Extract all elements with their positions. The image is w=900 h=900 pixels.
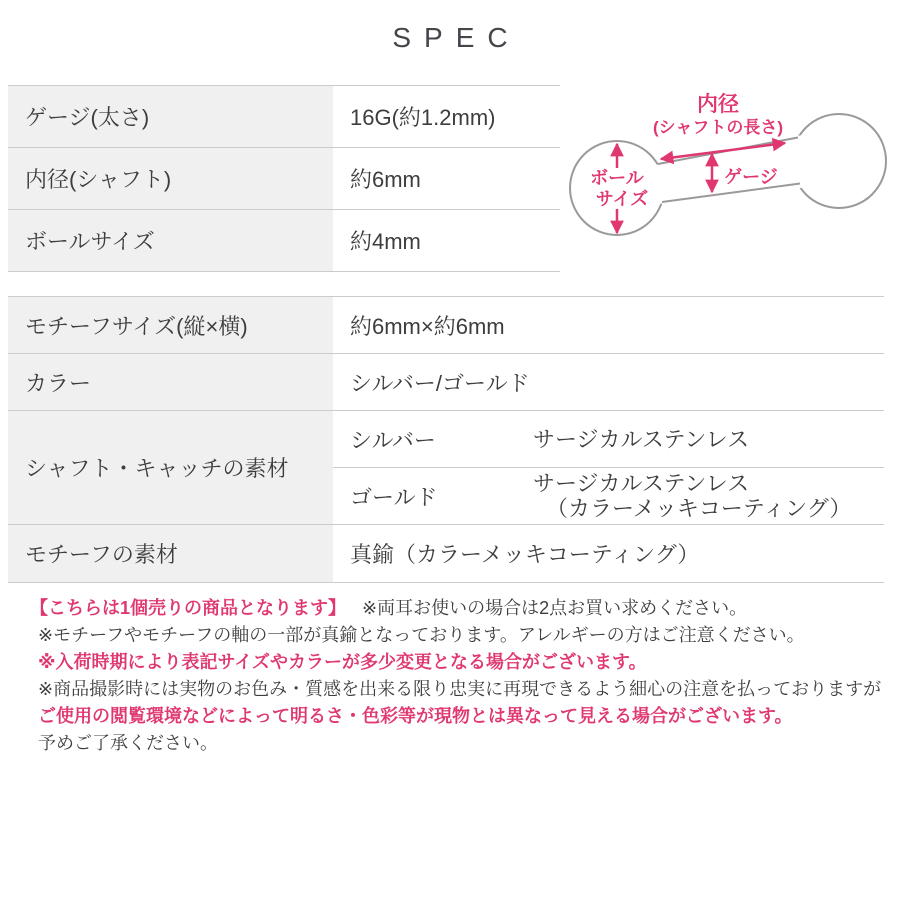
row-label: モチーフの素材 <box>8 525 333 582</box>
spec-table-top <box>8 85 560 272</box>
note-display-disclaimer: ご使用の閲覧環境などによって明るさ・色彩等が現物とは異なって見える場合がございます。 <box>38 706 793 726</box>
inner-diameter-label: 内径 <box>697 93 739 116</box>
table-row <box>8 297 884 354</box>
row-value: 約6mm <box>350 167 421 192</box>
row-label: ボールサイズ <box>8 210 333 271</box>
note-single-item <box>30 595 895 622</box>
piercing-diagram <box>555 88 900 248</box>
table-row-material <box>8 411 884 525</box>
inner-diameter-label-sub: (シャフトの長さ) <box>653 118 783 137</box>
note-photo-disclaimer: ※商品撮影時には実物のお色み・質感を出来る限り忠実に再現できるよう細心の注意を払っておりますが <box>38 679 882 699</box>
notes <box>30 595 895 757</box>
row-value: シルバー/ゴールド <box>350 370 530 396</box>
material-value-line2: （カラーメッキコーティング） <box>546 496 852 521</box>
row-label: 内径(シャフト) <box>8 148 333 209</box>
row-label: シャフト・キャッチの素材 <box>8 411 333 524</box>
table-row <box>8 210 560 272</box>
single-item-notice: 【こちらは1個売りの商品となります】 <box>30 598 347 618</box>
material-value <box>533 471 851 521</box>
material-subrow-gold <box>333 468 884 524</box>
row-value: 約6mm×約6mm <box>350 313 505 339</box>
row-label: カラー <box>8 354 333 410</box>
material-subrow-silver <box>333 411 884 468</box>
note-brass-warning: ※モチーフやモチーフの軸の一部が真鍮となっております。アレルギーの方はご注意ください。 <box>38 625 805 645</box>
ball-size-label-sub: サイズ <box>595 189 649 209</box>
page-title: SPEC <box>392 22 521 53</box>
row-value: 真鍮（カラーメッキコーティング） <box>350 542 700 567</box>
note-size-change: ※入荷時期により表記サイズやカラーが多少変更となる場合がございます。 <box>38 652 647 672</box>
material-subrows <box>333 411 884 524</box>
material-name: シルバー <box>350 427 436 453</box>
spec-table-bottom <box>8 296 884 583</box>
material-name: ゴールド <box>350 484 438 510</box>
ball-size-label: ボール <box>590 168 644 188</box>
table-row <box>8 86 560 148</box>
row-value: 約4mm <box>350 229 421 254</box>
gauge-label: ゲージ <box>724 167 778 187</box>
row-label: ゲージ(太さ) <box>8 86 333 147</box>
single-item-notice-rest: ※両耳お使いの場合は2点お買い求めください。 <box>362 598 748 618</box>
table-row <box>8 148 560 210</box>
row-value: 16G(約1.2mm) <box>350 105 496 130</box>
table-row <box>8 354 884 411</box>
table-row <box>8 525 884 583</box>
material-value-line1: サージカルステンレス <box>533 471 750 496</box>
material-value: サージカルステンレス <box>533 426 750 452</box>
row-label: モチーフサイズ(縦×横) <box>8 297 333 353</box>
note-acknowledge: 予めご了承ください。 <box>38 733 218 753</box>
